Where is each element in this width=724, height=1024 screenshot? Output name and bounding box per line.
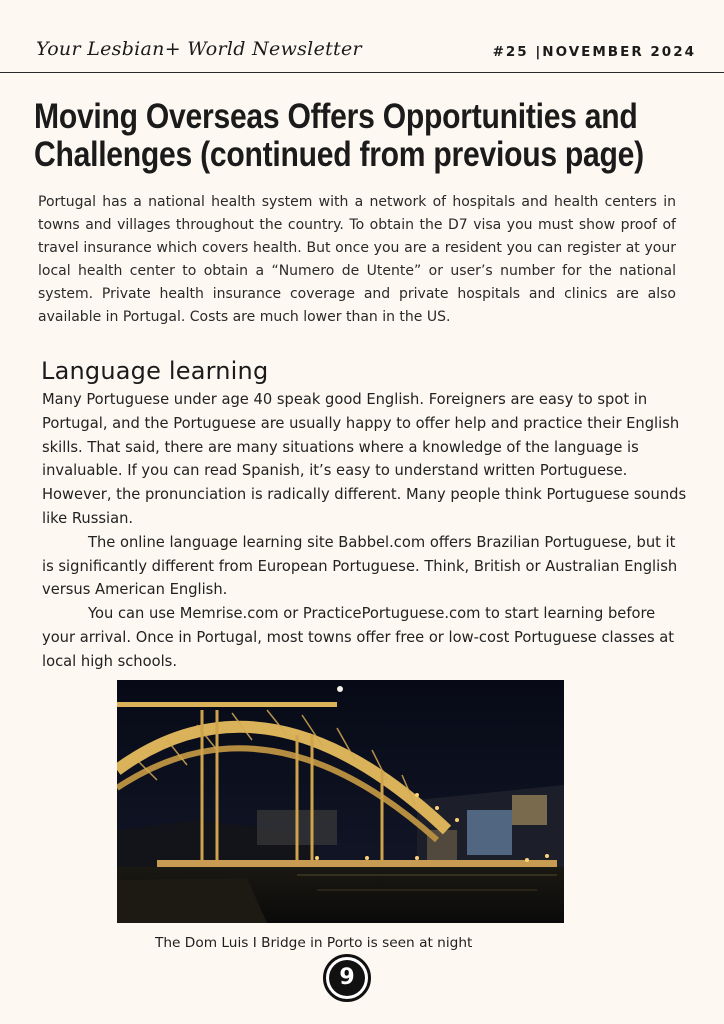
issue-info: #25 |NOVEMBER 2024	[492, 44, 696, 60]
bridge-photo	[117, 680, 564, 923]
body-paragraph: You can use Memrise.com or PracticePortuguese.com to start learning before your arrival. Once in Portugal, most towns offer free or low-cost Portuguese classes at local high schools.	[42, 605, 675, 670]
article-headline	[34, 98, 705, 174]
headline-line-1: Moving Overseas Offers Opportunities and	[34, 97, 638, 136]
section-heading: Language learning	[41, 357, 269, 385]
header-divider	[0, 72, 724, 73]
body-paragraph: The online language learning site Babbel.com offers Brazilian Portuguese, but it is significantly different from European Portuguese. Think, British or Australian English versus American English.	[42, 533, 678, 599]
page-number-badge	[323, 954, 371, 1002]
photo-caption: The Dom Luis I Bridge in Porto is seen at night	[155, 935, 473, 951]
body-paragraph: Many Portuguese under age 40 speak good English. Foreigners are easy to spot in Portugal, and the Portuguese are usually happy to offer help and practice their English skills. That said, there are many situations where a knowledge of the language is invaluable. If you can read Spanish, it’s easy to understand written Portuguese. However, the pronunciation is radically different. Many people think Portuguese sounds like Russian.	[42, 391, 687, 527]
article-body	[42, 388, 690, 674]
headline-line-2: Challenges (continued from previous page)	[34, 135, 644, 174]
bridge-night-illustration	[117, 680, 564, 923]
intro-paragraph: Portugal has a national health system with a network of hospitals and health centers in towns and villages throughout the country. To obtain the D7 visa you must show proof of travel insurance which covers health. But once you are a resident you can register at your local health center to obtain a “Numero de Utente” or user’s number for the national system. Private health insurance coverage and private hospitals and clinics are also available in Portugal. Costs are much lower than in the US.	[38, 194, 676, 325]
newsletter-title: Your Lesbian+ World Newsletter	[36, 38, 362, 60]
page-number: 9	[329, 960, 365, 996]
